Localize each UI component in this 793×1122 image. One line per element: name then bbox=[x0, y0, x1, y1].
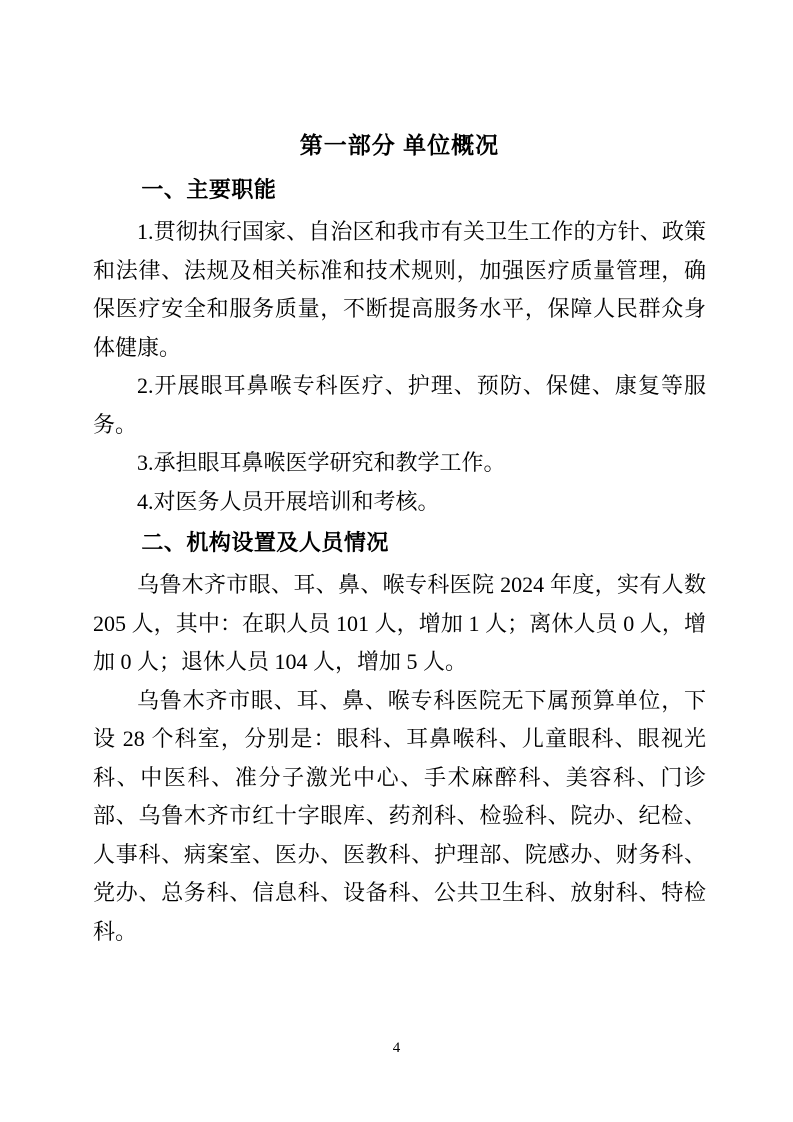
section-heading-organization-personnel: 二、机构设置及人员情况 bbox=[141, 530, 389, 555]
paragraph-function-3: 3.承担眼耳鼻喉医学研究和教学工作。 bbox=[137, 450, 506, 475]
paragraph-departments-list: 乌鲁木齐市眼、耳、鼻、喉专科医院无下属预算单位，下设 28 个科室，分别是：眼科、耳鼻喉科、儿童眼科、眼视光科、中医科、准分子激光中心、手术麻醉科、美容科、门诊部、乌鲁木齐市红十字眼库、药剂科、检验科、院办、纪检、人事科、病案室、医办、医教科、护理部、院感办、财务科、党办、总务科、信息科、设备科、公共卫生科、放射科、特检科。 bbox=[93, 687, 706, 944]
paragraph-function-2: 2.开展眼耳鼻喉专科医疗、护理、预防、保健、康复等服务。 bbox=[93, 373, 706, 437]
page-number: 4 bbox=[392, 1040, 401, 1056]
paragraph-function-1: 1.贯彻执行国家、自治区和我市有关卫生工作的方针、政策和法律、法规及相关标准和技术规则，加强医疗质量管理，确保医疗安全和服务质量，不断提高服务水平，保障人民群众身体健康。 bbox=[93, 219, 706, 360]
paragraph-function-4: 4.对医务人员开展培训和考核。 bbox=[137, 488, 440, 514]
page-title: 第一部分 单位概况 bbox=[299, 132, 500, 158]
paragraph-personnel-numbers: 乌鲁木齐市眼、耳、鼻、喉专科医院 2024 年度，实有人数 205 人，其中：在职人员 101 人，增加 1 人；离休人员 0 人，增加 0 人；退休人员 104 人，增加 5 人。 bbox=[93, 572, 706, 674]
section-heading-main-functions: 一、主要职能 bbox=[141, 177, 277, 202]
